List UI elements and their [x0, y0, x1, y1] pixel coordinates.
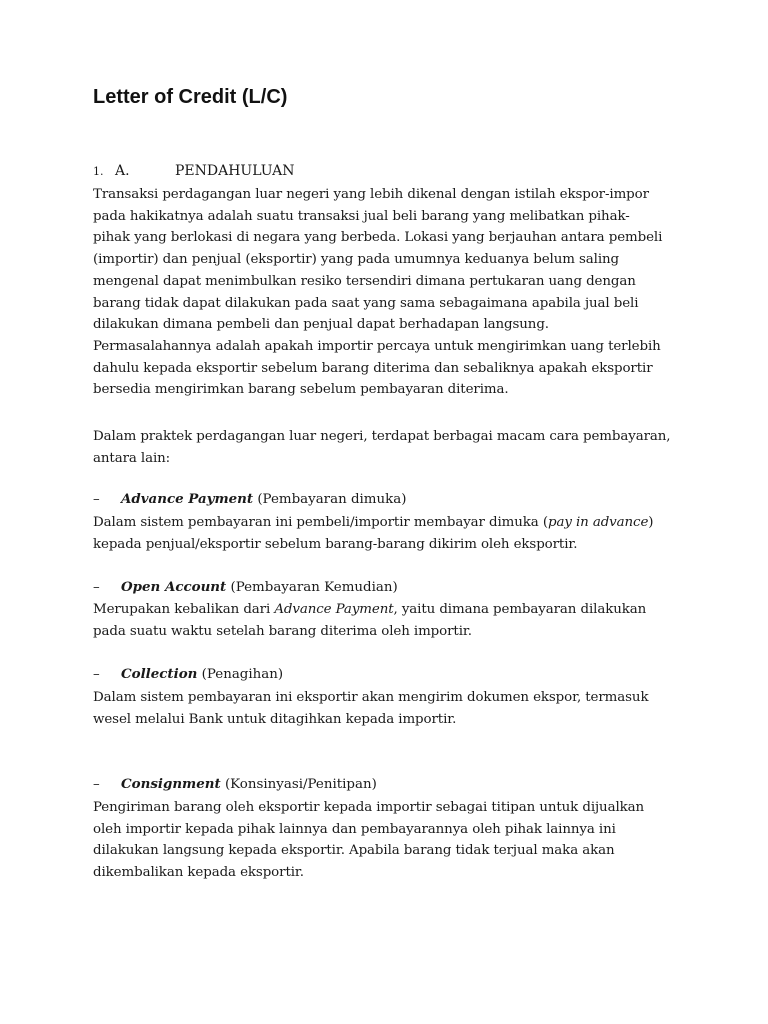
- text-line: Permasalahannya adalah apakah importir percaya untuk mengirimkan uang terlebih: [93, 338, 661, 354]
- method-translation: (Pembayaran Kemudian): [230, 580, 398, 595]
- italic-run: pay in advance: [547, 515, 649, 530]
- method-term: Open Account: [121, 579, 227, 595]
- text-line: dilakukan dimana pembeli dan penjual dapat berhadapan langsung.: [93, 317, 549, 333]
- dash-bullet: –: [93, 492, 100, 507]
- method-description-consignment: [93, 797, 693, 884]
- method-heading-consignment: [93, 776, 377, 792]
- document-title: Letter of Credit (L/C): [93, 86, 288, 108]
- intro-paragraph: [93, 184, 693, 401]
- text-line: Dalam sistem pembayaran ini eksportir akan mengirim dokumen ekspor, termasuk: [93, 690, 649, 705]
- text-line: Pengiriman barang oleh eksportir kepada importir sebagai titipan untuk dijualkan: [93, 800, 645, 815]
- method-translation: (Pembayaran dimuka): [257, 492, 407, 507]
- text-line: bersedia mengirimkan barang sebelum pembayaran diterima.: [93, 382, 509, 398]
- text-line: dikembalikan kepada eksportir.: [93, 865, 304, 881]
- method-heading-open-account: [93, 579, 398, 595]
- text-line: mengenal dapat menimbulkan resiko tersendiri dimana pertukaran uang dengan: [93, 273, 636, 289]
- text-line: [93, 599, 693, 621]
- section-number: 1.: [93, 165, 104, 178]
- section-title: PENDAHULUAN: [175, 163, 295, 179]
- text-run: Merupakan kebalikan dari: [93, 602, 275, 617]
- section-heading: [93, 163, 295, 179]
- text-line: Dalam praktek perdagangan luar negeri, terdapat berbagai macam cara pembayaran,: [93, 429, 671, 444]
- method-heading-collection: [93, 666, 283, 682]
- text-line: wesel melalui Bank untuk ditagihkan kepada importir.: [93, 711, 457, 727]
- text-line: barang tidak dapat dilakukan pada saat yang sama sebagaimana apabila jual beli: [93, 295, 639, 311]
- method-description-collection: [93, 687, 693, 730]
- method-description-open-account: [93, 599, 693, 642]
- text-line: Transaksi perdagangan luar negeri yang lebih dikenal dengan istilah ekspor-impor: [93, 187, 649, 202]
- dash-bullet: –: [93, 580, 100, 595]
- text-line: pada hakikatnya adalah suatu transaksi jual beli barang yang melibatkan pihak-: [93, 208, 630, 224]
- text-run: , yaitu dimana pembayaran dilakukan: [393, 602, 647, 617]
- italic-run: Advance Payment: [274, 602, 394, 617]
- method-term: Advance Payment: [121, 491, 254, 507]
- method-term: Consignment: [121, 776, 221, 792]
- method-heading-advance-payment: [93, 491, 406, 507]
- method-description-advance-payment: [93, 512, 693, 555]
- methods-intro-paragraph: [93, 426, 693, 469]
- text-line: pihak yang berlokasi di negara yang berbeda. Lokasi yang berjauhan antara pembeli: [93, 230, 663, 246]
- text-line: kepada penjual/eksportir sebelum barang-barang dikirim oleh eksportir.: [93, 536, 578, 552]
- dash-bullet: –: [93, 667, 100, 682]
- dash-bullet: –: [93, 777, 100, 792]
- text-line: pada suatu waktu setelah barang diterima oleh importir.: [93, 623, 472, 639]
- method-translation: (Penagihan): [201, 667, 284, 682]
- method-translation: (Konsinyasi/Penitipan): [224, 777, 377, 792]
- section-letter: A.: [115, 163, 130, 179]
- text-run: Dalam sistem pembayaran ini pembeli/importir membayar dimuka (: [93, 515, 548, 530]
- text-line: antara lain:: [93, 450, 171, 466]
- text-line: oleh importir kepada pihak lainnya dan pembayarannya oleh pihak lainnya ini: [93, 821, 616, 837]
- text-line: dahulu kepada eksportir sebelum barang diterima dan sebaliknya apakah eksportir: [93, 360, 653, 376]
- method-term: Collection: [121, 666, 198, 682]
- text-line: (importir) dan penjual (eksportir) yang pada umumnya keduanya belum saling: [93, 252, 620, 268]
- text-line: [93, 512, 693, 534]
- text-line: dilakukan langsung kepada eksportir. Apabila barang tidak terjual maka akan: [93, 843, 615, 859]
- text-run: ): [648, 515, 654, 530]
